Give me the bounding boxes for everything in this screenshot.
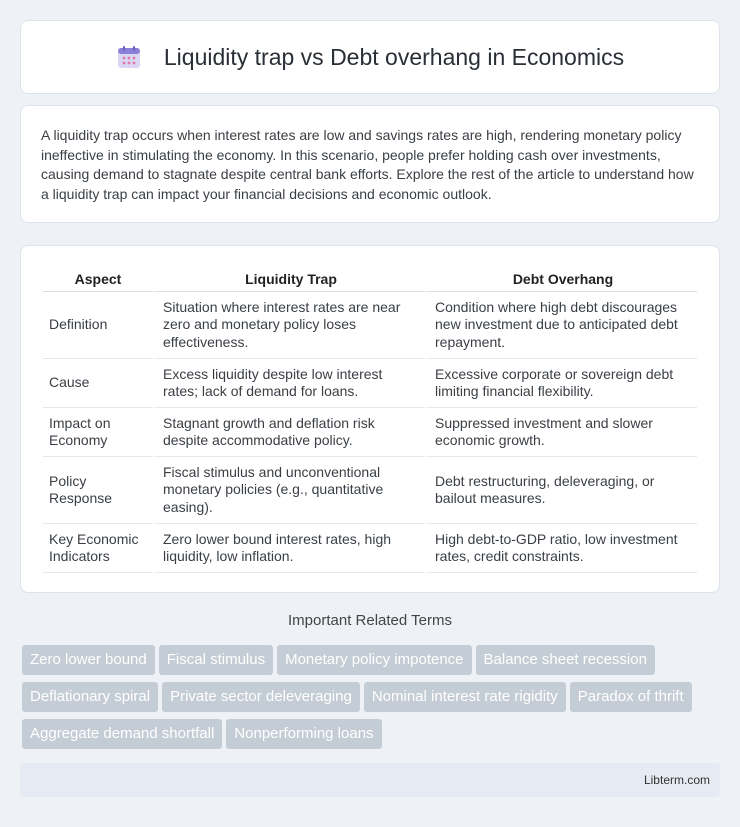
table-cell: Situation where interest rates are near zero and monetary policy loses effectiveness.	[153, 292, 425, 359]
table-header: Liquidity Trap	[153, 266, 425, 292]
table-header: Debt Overhang	[425, 266, 697, 292]
table-cell: Excess liquidity despite low interest rates; lack of demand for loans.	[153, 359, 425, 408]
related-term-tag[interactable]: Fiscal stimulus	[159, 645, 273, 675]
table-row	[43, 359, 697, 408]
table-row	[43, 524, 697, 573]
table-cell: Definition	[43, 292, 153, 359]
table-row	[43, 408, 697, 457]
table-cell: Cause	[43, 359, 153, 408]
related-term-tag[interactable]: Deflationary spiral	[22, 682, 158, 712]
table-cell: Suppressed investment and slower economic growth.	[425, 408, 697, 457]
table-header: Aspect	[43, 266, 153, 292]
table-cell: Key Economic Indicators	[43, 524, 153, 573]
table-cell: Excessive corporate or sovereign debt limiting financial flexibility.	[425, 359, 697, 408]
comparison-table-card	[20, 245, 720, 593]
table-cell: Zero lower bound interest rates, high liquidity, low inflation.	[153, 524, 425, 573]
table-cell: Stagnant growth and deflation risk despite accommodative policy.	[153, 408, 425, 457]
related-term-tag[interactable]: Balance sheet recession	[476, 645, 655, 675]
calendar-icon	[116, 44, 142, 70]
related-term-tag[interactable]: Nonperforming loans	[226, 719, 381, 749]
related-term-tag[interactable]: Paradox of thrift	[570, 682, 692, 712]
table-cell: Policy Response	[43, 457, 153, 524]
table-row	[43, 292, 697, 359]
intro-card	[20, 105, 720, 223]
footer-site-link[interactable]: Libterm.com	[643, 773, 710, 787]
related-term-tag[interactable]: Nominal interest rate rigidity	[364, 682, 566, 712]
related-term-tag[interactable]: Aggregate demand shortfall	[22, 719, 222, 749]
table-cell: Impact on Economy	[43, 408, 153, 457]
page-title: Liquidity trap vs Debt overhang in Economics	[163, 43, 625, 70]
related-term-tag[interactable]: Zero lower bound	[22, 645, 155, 675]
related-terms-list	[22, 645, 722, 756]
table-cell: High debt-to-GDP ratio, low investment rates, credit constraints.	[425, 524, 697, 573]
footer	[20, 763, 720, 797]
table-cell: Fiscal stimulus and unconventional monetary policies (e.g., quantitative easing).	[153, 457, 425, 524]
related-terms-title: Important Related Terms	[288, 612, 452, 629]
intro-text: A liquidity trap occurs when interest rates are low and savings rates are high, rendering monetary policy ineffective in stimulating the economy. In this scenario, people prefer holding cash over investments, causing demand to stagnate despite central bank efforts. Explore the rest of the article to understand how a liquidity trap can impact your financial decisions and economic outlook.	[41, 127, 694, 202]
header-card	[20, 20, 720, 94]
related-term-tag[interactable]: Monetary policy impotence	[277, 645, 471, 675]
table-row	[43, 457, 697, 524]
table-cell: Condition where high debt discourages new investment due to anticipated debt repayment.	[425, 292, 697, 359]
related-term-tag[interactable]: Private sector deleveraging	[162, 682, 360, 712]
table-cell: Debt restructuring, deleveraging, or bailout measures.	[425, 457, 697, 524]
comparison-table	[43, 266, 697, 573]
